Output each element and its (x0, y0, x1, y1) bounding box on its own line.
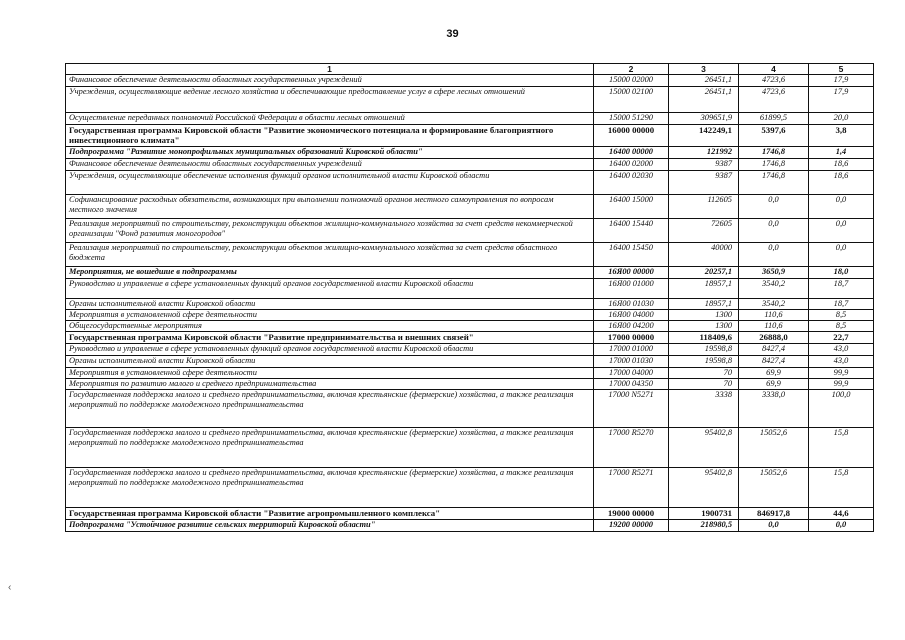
row-code: 17000 R5271 (594, 468, 669, 508)
row-value-actual: 69,9 (739, 368, 809, 379)
row-name: Осуществление переданных полномочий Российской Федерации в области лесных отношений (66, 113, 594, 125)
row-value-percent: 18,6 (809, 159, 874, 171)
table-row (66, 390, 874, 428)
row-value-percent: 0,0 (809, 219, 874, 243)
row-value-actual: 1746,8 (739, 171, 809, 195)
table-row (66, 368, 874, 379)
row-value-percent: 100,0 (809, 390, 874, 428)
row-value-actual: 3338,0 (739, 390, 809, 428)
row-name: Общегосударственные мероприятия (66, 321, 594, 332)
row-value-actual: 846917,8 (739, 508, 809, 520)
row-value-actual: 61899,5 (739, 113, 809, 125)
row-value-percent: 18,6 (809, 171, 874, 195)
row-value-percent: 0,0 (809, 243, 874, 267)
row-code: 15000 51290 (594, 113, 669, 125)
row-value-actual: 0,0 (739, 243, 809, 267)
row-value-plan: 26451,1 (669, 75, 739, 87)
header-row (66, 64, 874, 75)
row-value-percent: 18,7 (809, 279, 874, 299)
row-value-actual: 4723,6 (739, 75, 809, 87)
table-row (66, 195, 874, 219)
table-row (66, 171, 874, 195)
row-value-actual: 15052,6 (739, 428, 809, 468)
margin-mark: ‹ (8, 582, 12, 593)
row-value-plan: 70 (669, 379, 739, 390)
table-row (66, 87, 874, 113)
row-name: Руководство и управление в сфере установленных функций органов государственной власти Кировской области (66, 344, 594, 356)
row-name: Органы исполнительной власти Кировской области (66, 299, 594, 310)
row-code: 16400 00000 (594, 147, 669, 159)
row-value-percent: 1,4 (809, 147, 874, 159)
row-value-actual: 3540,2 (739, 279, 809, 299)
table-row (66, 321, 874, 332)
row-value-percent: 43,0 (809, 356, 874, 368)
column-header: 2 (594, 64, 669, 75)
column-header: 4 (739, 64, 809, 75)
row-value-actual: 1746,8 (739, 147, 809, 159)
row-name: Мероприятия в установленной сфере деятельности (66, 310, 594, 321)
row-value-percent: 99,9 (809, 379, 874, 390)
row-code: 16Я00 01030 (594, 299, 669, 310)
row-value-percent: 17,9 (809, 87, 874, 113)
row-name: Финансовое обеспечение деятельности областных государственных учреждений (66, 75, 594, 87)
row-value-percent: 15,8 (809, 468, 874, 508)
row-value-actual: 4723,6 (739, 87, 809, 113)
row-value-plan: 95402,8 (669, 468, 739, 508)
row-code: 16Я00 04200 (594, 321, 669, 332)
row-code: 16Я00 01000 (594, 279, 669, 299)
column-header: 1 (66, 64, 594, 75)
row-code: 16400 15450 (594, 243, 669, 267)
row-name: Руководство и управление в сфере установленных функций органов государственной власти Кировской области (66, 279, 594, 299)
row-name: Органы исполнительной власти Кировской области (66, 356, 594, 368)
table-row (66, 219, 874, 243)
row-value-plan: 3338 (669, 390, 739, 428)
row-name: Финансовое обеспечение деятельности областных государственных учреждений (66, 159, 594, 171)
row-name: Учреждения, осуществляющие ведение лесного хозяйства и обеспечивающие предоставление услуг в сфере лесных отношений (66, 87, 594, 113)
row-name: Мероприятия по развитию малого и среднего предпринимательства (66, 379, 594, 390)
page-number: 39 (446, 28, 459, 40)
row-value-actual: 0,0 (739, 219, 809, 243)
row-value-plan: 70 (669, 368, 739, 379)
row-value-plan: 19598,8 (669, 356, 739, 368)
row-value-plan: 26451,1 (669, 87, 739, 113)
table-row (66, 243, 874, 267)
row-value-percent: 99,9 (809, 368, 874, 379)
row-value-plan: 112605 (669, 195, 739, 219)
row-value-actual: 69,9 (739, 379, 809, 390)
row-value-plan: 1300 (669, 310, 739, 321)
row-value-percent: 15,8 (809, 428, 874, 468)
row-code: 16400 15440 (594, 219, 669, 243)
table-row (66, 344, 874, 356)
row-value-actual: 110,6 (739, 321, 809, 332)
table-row (66, 279, 874, 299)
row-value-plan: 121992 (669, 147, 739, 159)
table-row (66, 75, 874, 87)
row-code: 17000 01030 (594, 356, 669, 368)
row-code: 17000 04350 (594, 379, 669, 390)
row-value-plan: 142249,1 (669, 125, 739, 147)
row-name: Учреждения, осуществляющие обеспечение исполнения функций органов исполнительной власти Кировской области (66, 171, 594, 195)
row-name: Государственная программа Кировской области "Развитие агропромышленного комплекса" (66, 508, 594, 520)
row-value-plan: 19598,8 (669, 344, 739, 356)
row-code: 16400 15000 (594, 195, 669, 219)
table-row (66, 356, 874, 368)
row-name: Государственная поддержка малого и среднего предпринимательства, включая крестьянские (фермерские) хозяйства, а также реализация мероприятий по поддержке молодежного предпринимательства (66, 390, 594, 428)
row-name: Государственная поддержка малого и среднего предпринимательства, включая крестьянские (фермерские) хозяйства, а также реализация мероприятий по поддержке молодежного предпринимательства (66, 428, 594, 468)
row-name: Государственная программа Кировской области "Развитие предпринимательства и внешних связей" (66, 332, 594, 344)
row-value-percent: 43,0 (809, 344, 874, 356)
row-value-percent: 0,0 (809, 195, 874, 219)
table-row (66, 428, 874, 468)
row-code: 17000 N5271 (594, 390, 669, 428)
table-row (66, 508, 874, 520)
row-code: 16Я00 00000 (594, 267, 669, 279)
row-name: Мероприятия в установленной сфере деятельности (66, 368, 594, 379)
row-code: 17000 04000 (594, 368, 669, 379)
row-value-percent: 17,9 (809, 75, 874, 87)
row-code: 17000 00000 (594, 332, 669, 344)
row-value-plan: 118409,6 (669, 332, 739, 344)
row-value-plan: 1900731 (669, 508, 739, 520)
row-value-plan: 9387 (669, 171, 739, 195)
row-value-percent: 8,5 (809, 321, 874, 332)
row-name: Софинансирование расходных обязательств, возникающих при выполнении полномочий органов местного самоуправления по вопросам местного значения (66, 195, 594, 219)
row-value-actual: 0,0 (739, 520, 809, 532)
table-row (66, 299, 874, 310)
row-name: Государственная программа Кировской области "Развитие экономического потенциала и формирование благоприятного инвестиционного климата" (66, 125, 594, 147)
row-value-actual: 8427,4 (739, 356, 809, 368)
row-name: Подпрограмма "Развитие монопрофильных муниципальных образований Кировской области" (66, 147, 594, 159)
row-value-percent: 18,7 (809, 299, 874, 310)
row-code: 19200 00000 (594, 520, 669, 532)
table-row (66, 159, 874, 171)
row-code: 17000 01000 (594, 344, 669, 356)
row-value-actual: 15052,6 (739, 468, 809, 508)
table-row (66, 267, 874, 279)
table-row (66, 468, 874, 508)
row-value-percent: 8,5 (809, 310, 874, 321)
table-row (66, 332, 874, 344)
column-header: 3 (669, 64, 739, 75)
row-code: 15000 02100 (594, 87, 669, 113)
row-value-actual: 3650,9 (739, 267, 809, 279)
row-value-plan: 72605 (669, 219, 739, 243)
row-value-plan: 18957,1 (669, 299, 739, 310)
row-name: Реализация мероприятий по строительству, реконструкции объектов жилищно-коммунального хозяйства за счет средств некоммерческой организации "Фонд развития моногородов" (66, 219, 594, 243)
row-value-actual: 26888,0 (739, 332, 809, 344)
row-name: Подпрограмма "Устойчивое развитие сельских территорий Кировской области" (66, 520, 594, 532)
row-value-percent: 3,8 (809, 125, 874, 147)
table-row (66, 520, 874, 532)
table-row (66, 113, 874, 125)
row-value-plan: 1300 (669, 321, 739, 332)
row-value-plan: 218980,5 (669, 520, 739, 532)
budget-table (65, 63, 874, 532)
row-value-actual: 5397,6 (739, 125, 809, 147)
row-value-plan: 40000 (669, 243, 739, 267)
table-row (66, 125, 874, 147)
row-code: 16400 02030 (594, 171, 669, 195)
row-code: 17000 R5270 (594, 428, 669, 468)
table-row (66, 310, 874, 321)
table-row (66, 147, 874, 159)
row-code: 16000 00000 (594, 125, 669, 147)
row-name: Реализация мероприятий по строительству, реконструкции объектов жилищно-коммунального хозяйства за счет средств областного бюджета (66, 243, 594, 267)
row-value-actual: 0,0 (739, 195, 809, 219)
row-value-plan: 20257,1 (669, 267, 739, 279)
row-value-percent: 22,7 (809, 332, 874, 344)
row-value-percent: 44,6 (809, 508, 874, 520)
row-value-actual: 8427,4 (739, 344, 809, 356)
row-value-actual: 1746,8 (739, 159, 809, 171)
table-body (66, 75, 874, 532)
row-name: Мероприятия, не вошедшие в подпрограммы (66, 267, 594, 279)
row-value-actual: 3540,2 (739, 299, 809, 310)
row-code: 16Я00 04000 (594, 310, 669, 321)
row-value-plan: 95402,8 (669, 428, 739, 468)
row-value-percent: 20,0 (809, 113, 874, 125)
row-value-actual: 110,6 (739, 310, 809, 321)
row-value-plan: 9387 (669, 159, 739, 171)
row-value-plan: 309651,9 (669, 113, 739, 125)
column-header: 5 (809, 64, 874, 75)
row-code: 19000 00000 (594, 508, 669, 520)
row-value-plan: 18957,1 (669, 279, 739, 299)
table-row (66, 379, 874, 390)
row-value-percent: 0,0 (809, 520, 874, 532)
row-value-percent: 18,0 (809, 267, 874, 279)
row-name: Государственная поддержка малого и среднего предпринимательства, включая крестьянские (фермерские) хозяйства, а также реализация мероприятий по поддержке молодежного предпринимательства (66, 468, 594, 508)
row-code: 15000 02000 (594, 75, 669, 87)
row-code: 16400 02000 (594, 159, 669, 171)
